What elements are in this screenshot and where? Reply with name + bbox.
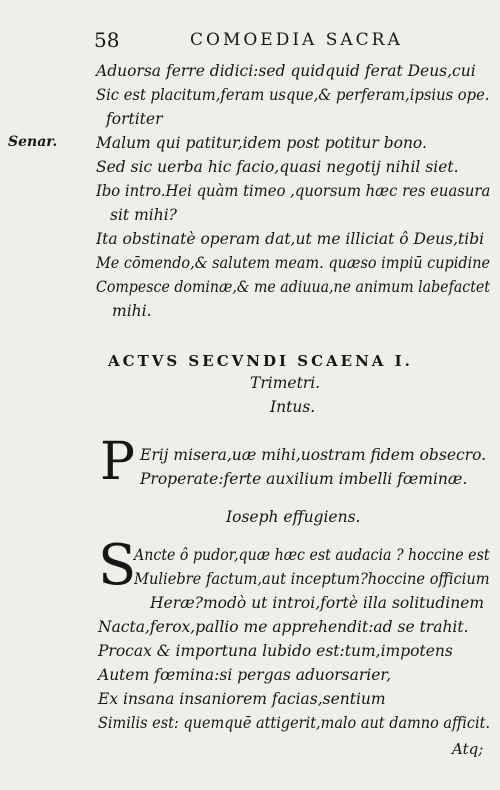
text-line: Muliebre factum,aut inceptum?hoccine officium bbox=[134, 570, 490, 588]
text-line: fortiter bbox=[106, 110, 163, 128]
act-heading: ACTVS SECVNDI SCAENA I. bbox=[108, 352, 413, 370]
text-line: sit mihi? bbox=[110, 206, 177, 224]
text-line: Sic est placitum,feram usque,& perferam,ipsius ope. bbox=[96, 86, 490, 104]
catchword: Atq; bbox=[452, 740, 484, 758]
text-line: Compesce dominæ,& me adiuua,ne animum labefactet bbox=[96, 278, 490, 296]
speaker-label: Ioseph effugiens. bbox=[226, 508, 361, 526]
text-line: Ex insana insaniorem facias,sentium bbox=[98, 690, 386, 708]
text-line: Ita obstinatè operam dat,ut me illiciat ô Deus,tibi bbox=[96, 230, 485, 248]
text-line: Heræ?modò ut introi,fortè illa solitudinem bbox=[150, 594, 485, 612]
page-header bbox=[94, 28, 434, 54]
text-line: Aduorsa ferre didici:sed quidquid ferat Deus,cui bbox=[96, 62, 476, 80]
speaker-label: Intus. bbox=[270, 398, 316, 416]
text-line: Sed sic uerba hic facio,quasi negotij nihil siet. bbox=[96, 158, 459, 176]
running-title: COMOEDIA SACRA bbox=[190, 30, 403, 50]
text-line: Ibo intro.Hei quàm timeo ,quorsum hæc res euasura bbox=[96, 182, 491, 200]
text-line: Procax & importuna lubido est:tum,impotens bbox=[98, 642, 453, 660]
page-number: 58 bbox=[94, 28, 120, 52]
text-line: Similis est: quemquē attigerit,malo aut damno afficit. bbox=[98, 714, 491, 732]
margin-note: Senar. bbox=[8, 134, 58, 150]
drop-cap: S bbox=[98, 533, 137, 598]
text-line: mihi. bbox=[112, 302, 152, 320]
text-line: Autem fœmina:si pergas aduorsarier, bbox=[98, 666, 392, 684]
text-line: Properate:ferte auxilium imbelli fœminæ. bbox=[140, 470, 468, 488]
text-line: Erij misera,uæ mihi,uostram fidem obsecro. bbox=[140, 446, 487, 464]
meter-label: Trimetri. bbox=[250, 374, 321, 392]
text-line: Nacta,ferox,pallio me apprehendit:ad se trahit. bbox=[98, 618, 469, 636]
text-line: Ancte ô pudor,quæ hæc est audacia ? hoccine est bbox=[134, 546, 490, 564]
text-line: Me cōmendo,& salutem meam. quæso impiū cupidine bbox=[96, 254, 491, 272]
text-line: Malum qui patitur,idem post potitur bono. bbox=[96, 134, 427, 152]
drop-cap: P bbox=[100, 432, 135, 492]
